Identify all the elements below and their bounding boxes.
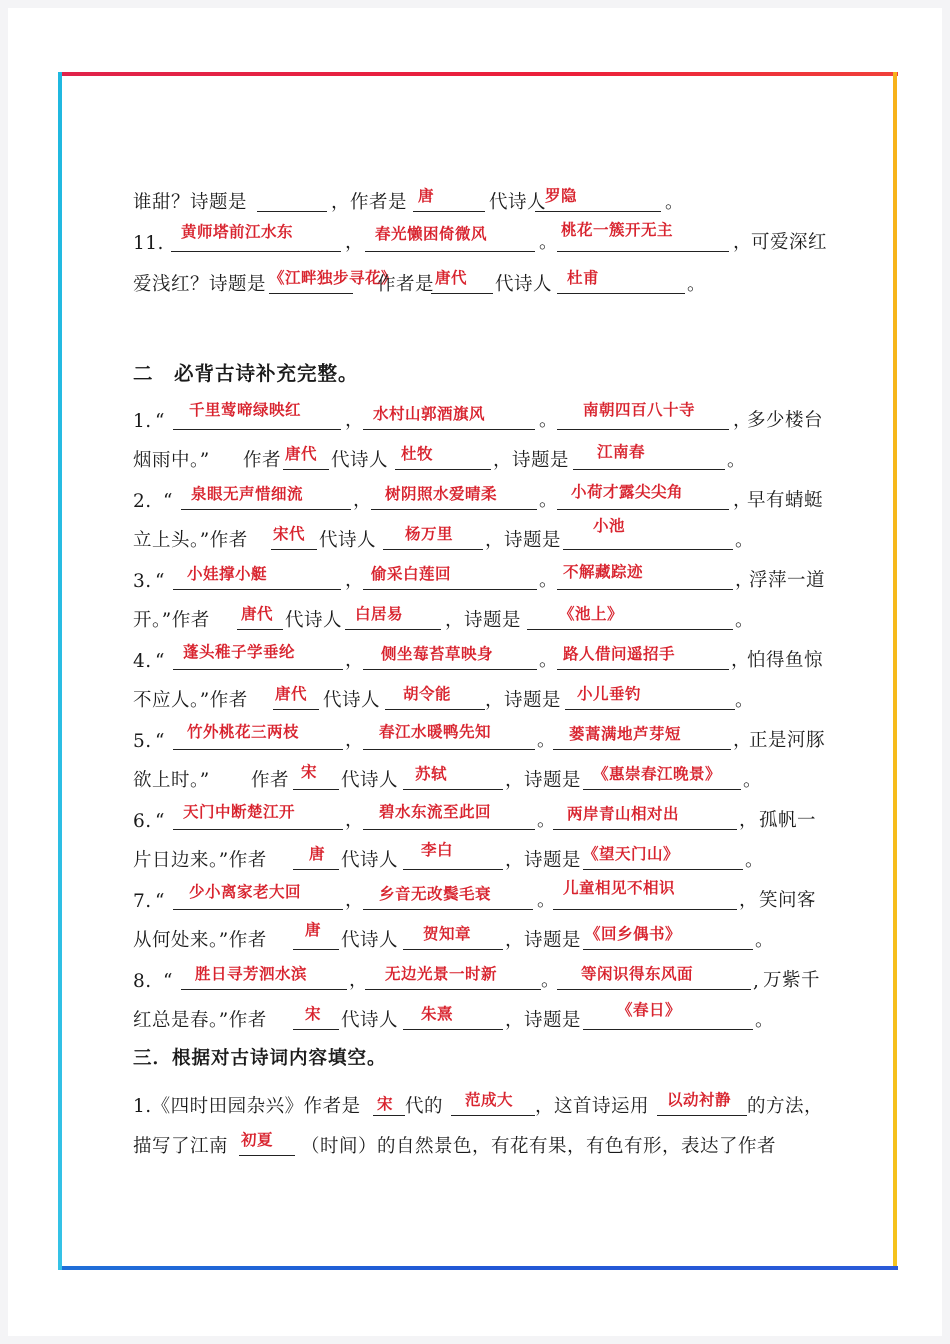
- answer: 两岸青山相对出: [567, 805, 680, 823]
- text: 。: [541, 970, 561, 991]
- answer-dynasty: 唐代: [435, 269, 468, 287]
- s3-q1-line1: [133, 1084, 833, 1124]
- item-1-line2: [133, 438, 833, 478]
- answer: 黄师塔前江水东: [181, 223, 294, 241]
- text: 。: [537, 810, 557, 831]
- text: 1.《四时田园杂兴》作者是: [133, 1096, 361, 1117]
- section-two-heading: [133, 352, 833, 392]
- text: ，作者是: [331, 192, 408, 213]
- text: 正是河豚: [749, 730, 826, 751]
- text: 代诗人: [495, 274, 553, 295]
- text: 从何处来。”作者: [133, 930, 267, 951]
- q10-tail-line: [133, 180, 833, 220]
- text: 立上头。”作者: [133, 530, 248, 551]
- item-6-line1: [133, 798, 833, 838]
- text: 代诗人: [341, 930, 399, 951]
- text: 孤帆一: [759, 810, 817, 831]
- item-number: 2.: [133, 491, 152, 512]
- text: 代诗人: [341, 770, 399, 791]
- answer: 等闲识得东风面: [581, 965, 694, 983]
- text: “: [155, 571, 165, 592]
- answer-title: 小池: [593, 517, 626, 535]
- answer-title: 《江畔独步寻花》: [269, 269, 398, 287]
- answer-poet: 苏轼: [415, 765, 448, 783]
- blank-title[interactable]: [257, 210, 327, 212]
- question-number: 11.: [133, 233, 164, 254]
- answer: 少小离家老大回: [189, 883, 302, 901]
- text: ，诗题是: [493, 450, 570, 471]
- text: 代诗人: [319, 530, 377, 551]
- answer-poet: 杜甫: [567, 269, 600, 287]
- answer-dynasty: 宋代: [273, 525, 306, 543]
- answer-season: 初夏: [241, 1131, 274, 1149]
- text: ，诗题是: [485, 690, 562, 711]
- text: 代诗人: [285, 610, 343, 631]
- text: 不应人。”作者: [133, 690, 248, 711]
- text: 。: [539, 232, 559, 253]
- text: ，: [345, 810, 365, 831]
- heading-text: 三．根据对古诗词内容填空。: [133, 1048, 387, 1069]
- text: 代诗人: [341, 850, 399, 871]
- answer: 南朝四百八十寺: [583, 401, 696, 419]
- item-5-line1: [133, 718, 833, 758]
- answer: 乡音无改鬓毛衰: [379, 885, 492, 903]
- text: 片日边来。”作者: [133, 850, 267, 871]
- text: 。: [745, 850, 765, 871]
- text: 。: [537, 730, 557, 751]
- text: 欲上时。”: [133, 770, 210, 791]
- answer: 千里莺啼绿映红: [189, 401, 302, 419]
- text: ，诗题是: [505, 770, 582, 791]
- text: 。: [755, 930, 775, 951]
- text: ，: [345, 650, 365, 671]
- answer-dynasty: 唐: [305, 921, 322, 939]
- q11-line2: [133, 262, 833, 302]
- answer-title: 《池上》: [559, 605, 624, 623]
- text: “: [155, 651, 165, 672]
- answer-dynasty: 宋: [377, 1095, 394, 1113]
- answer-poet: 杜牧: [401, 445, 434, 463]
- item-number: 1.: [133, 411, 152, 432]
- text: ，诗题是: [445, 610, 522, 631]
- answer-poet: 白居易: [355, 605, 404, 623]
- section-three-heading: [133, 1036, 833, 1076]
- text: 作者: [243, 450, 282, 471]
- text: 。: [539, 650, 559, 671]
- text: 代诗人: [489, 192, 547, 213]
- answer-poet: 贺知章: [423, 925, 472, 943]
- frame-top-border: [58, 72, 898, 76]
- text: 浮萍一道: [749, 570, 826, 591]
- text: ，诗题是: [505, 1010, 582, 1031]
- answer-title: 《惠崇春江晚景》: [593, 765, 722, 783]
- text: ，: [345, 410, 365, 431]
- answer: 侧坐莓苔草映身: [381, 645, 494, 663]
- answer-title: 江南春: [597, 443, 646, 461]
- text: ，: [349, 970, 369, 991]
- answer: 路人借问遥招手: [563, 645, 676, 663]
- text: 早有蜻蜓: [747, 490, 824, 511]
- blank-title[interactable]: [527, 628, 733, 630]
- text: 代诗人: [331, 450, 389, 471]
- text: 作者: [251, 770, 290, 791]
- text: ，: [733, 410, 753, 431]
- answer-title: 《春日》: [617, 1001, 682, 1019]
- text: ，: [739, 890, 759, 911]
- answer: 桃花一簇开无主: [561, 221, 674, 239]
- item-8-line1: [133, 958, 833, 998]
- item-8-line2: [133, 998, 833, 1038]
- answer-dynasty: 唐: [309, 845, 326, 863]
- answer-dynasty: 宋: [305, 1005, 322, 1023]
- answer-title: 小儿垂钓: [577, 685, 642, 703]
- text: 。: [539, 410, 559, 431]
- answer: 不解藏踪迹: [563, 563, 644, 581]
- answer-poet: 范成大: [465, 1091, 514, 1109]
- text: ，: [733, 232, 753, 253]
- text: 爱浅红？诗题是: [133, 274, 267, 295]
- answer: 水村山郭酒旗风: [373, 405, 486, 423]
- text: “: [155, 731, 165, 752]
- text: 。: [687, 274, 707, 295]
- answer-poet: 朱熹: [421, 1005, 454, 1023]
- frame-bottom-border: [58, 1266, 898, 1270]
- answer: 儿童相见不相识: [563, 879, 676, 897]
- item-4-line2: [133, 678, 833, 718]
- answer-dynasty: 唐代: [241, 605, 274, 623]
- item-7-line1: [133, 878, 833, 918]
- text: 。: [755, 1010, 775, 1031]
- item-number: 5.: [133, 731, 152, 752]
- text: ，: [353, 490, 373, 511]
- text: 的方法，: [747, 1096, 824, 1117]
- text: ，诗题是: [485, 530, 562, 551]
- answer-dynasty: 唐代: [275, 685, 308, 703]
- text: ，: [345, 890, 365, 911]
- text: 代的: [405, 1096, 444, 1117]
- text: 开。”作者: [133, 610, 210, 631]
- item-number: 7.: [133, 891, 152, 912]
- item-number: 6.: [133, 811, 152, 832]
- text: 怕得鱼惊: [747, 650, 824, 671]
- text: ，: [733, 490, 753, 511]
- text: “: [163, 491, 173, 512]
- answer: 春江水暖鸭先知: [379, 723, 492, 741]
- answer-poet: 杨万里: [405, 525, 454, 543]
- answer: 春光懒困倚微风: [375, 225, 488, 243]
- item-6-line2: [133, 838, 833, 878]
- answer: 天门中断楚江开: [183, 803, 296, 821]
- answer: 树阴照水爱晴柔: [385, 485, 498, 503]
- text: ，: [733, 730, 753, 751]
- text: 。: [735, 530, 755, 551]
- text: ，: [735, 570, 755, 591]
- item-1-line1: [133, 398, 833, 438]
- answer-method: 以动衬静: [667, 1091, 732, 1109]
- text: 。: [665, 192, 685, 213]
- item-number: 3.: [133, 571, 152, 592]
- text: ，诗题是: [505, 850, 582, 871]
- answer: 无边光景一时新: [385, 965, 498, 983]
- answer: 竹外桃花三两枝: [187, 723, 300, 741]
- answer: 泉眼无声惜细流: [191, 485, 304, 503]
- q11-line1: [133, 220, 833, 260]
- item-number: 4.: [133, 651, 152, 672]
- text: 代诗人: [323, 690, 381, 711]
- text: ，: [345, 570, 365, 591]
- item-5-line2: [133, 758, 833, 798]
- text: 作者是: [377, 274, 435, 295]
- text: 笑问客: [759, 890, 817, 911]
- text: 烟雨中。”: [133, 450, 210, 471]
- answer: 蒌蒿满地芦芽短: [569, 725, 682, 743]
- s3-q1-line2: [133, 1124, 833, 1164]
- answer: 小荷才露尖尖角: [571, 483, 684, 501]
- item-3-line1: [133, 558, 833, 598]
- text: 描写了江南: [133, 1136, 229, 1157]
- text: “: [155, 891, 165, 912]
- text: ，: [345, 730, 365, 751]
- item-3-line2: [133, 598, 833, 638]
- text: 。: [727, 450, 747, 471]
- frame-right-border: [893, 72, 897, 1270]
- text: ,: [753, 971, 760, 992]
- text: 红总是春。”作者: [133, 1010, 267, 1031]
- frame-left-border: [58, 72, 62, 1270]
- answer-title: 《回乡偶书》: [585, 925, 682, 943]
- text: “: [155, 811, 165, 832]
- item-2-line2: [133, 518, 833, 558]
- text: （时间）的自然景色，有花有果，有色有形，表达了作者: [301, 1136, 777, 1157]
- text: 万紫千: [763, 970, 821, 991]
- answer: 偷采白莲回: [371, 565, 452, 583]
- item-number: 8.: [133, 971, 152, 992]
- text: 。: [537, 890, 557, 911]
- text: ，诗题是: [505, 930, 582, 951]
- answer: 碧水东流至此回: [379, 803, 492, 821]
- text: “: [163, 971, 173, 992]
- text: 。: [735, 610, 755, 631]
- item-2-line1: [133, 478, 833, 518]
- answer-poet: 罗隐: [545, 187, 578, 205]
- text: 代诗人: [341, 1010, 399, 1031]
- text: ，: [345, 232, 365, 253]
- answer-dynasty: 唐: [418, 187, 435, 205]
- answer-poet: 李白: [421, 841, 454, 859]
- answer-dynasty: 宋: [301, 763, 318, 781]
- answer: 胜日寻芳泗水滨: [195, 965, 308, 983]
- answer-poet: 胡令能: [403, 685, 452, 703]
- text: 。: [539, 570, 559, 591]
- text: 谁甜？诗题是: [133, 192, 248, 213]
- text: 。: [539, 490, 559, 511]
- text: ，: [739, 810, 759, 831]
- answer-dynasty: 唐代: [285, 445, 318, 463]
- text: ，: [731, 650, 751, 671]
- text: 多少楼台: [747, 410, 824, 431]
- text: ，这首诗运用: [535, 1096, 650, 1117]
- text: 。: [735, 690, 755, 711]
- text: 。: [743, 770, 763, 791]
- blank-title[interactable]: [573, 468, 725, 470]
- heading-text: 二 必背古诗补充完整。: [133, 362, 359, 385]
- answer: 蓬头稚子学垂纶: [183, 643, 296, 661]
- answer-title: 《望天门山》: [583, 845, 680, 863]
- answer: 小娃撑小艇: [187, 565, 268, 583]
- item-4-line1: [133, 638, 833, 678]
- text: “: [155, 411, 165, 432]
- blank-title[interactable]: [563, 548, 733, 550]
- item-7-line2: [133, 918, 833, 958]
- text: 可爱深红: [751, 232, 828, 253]
